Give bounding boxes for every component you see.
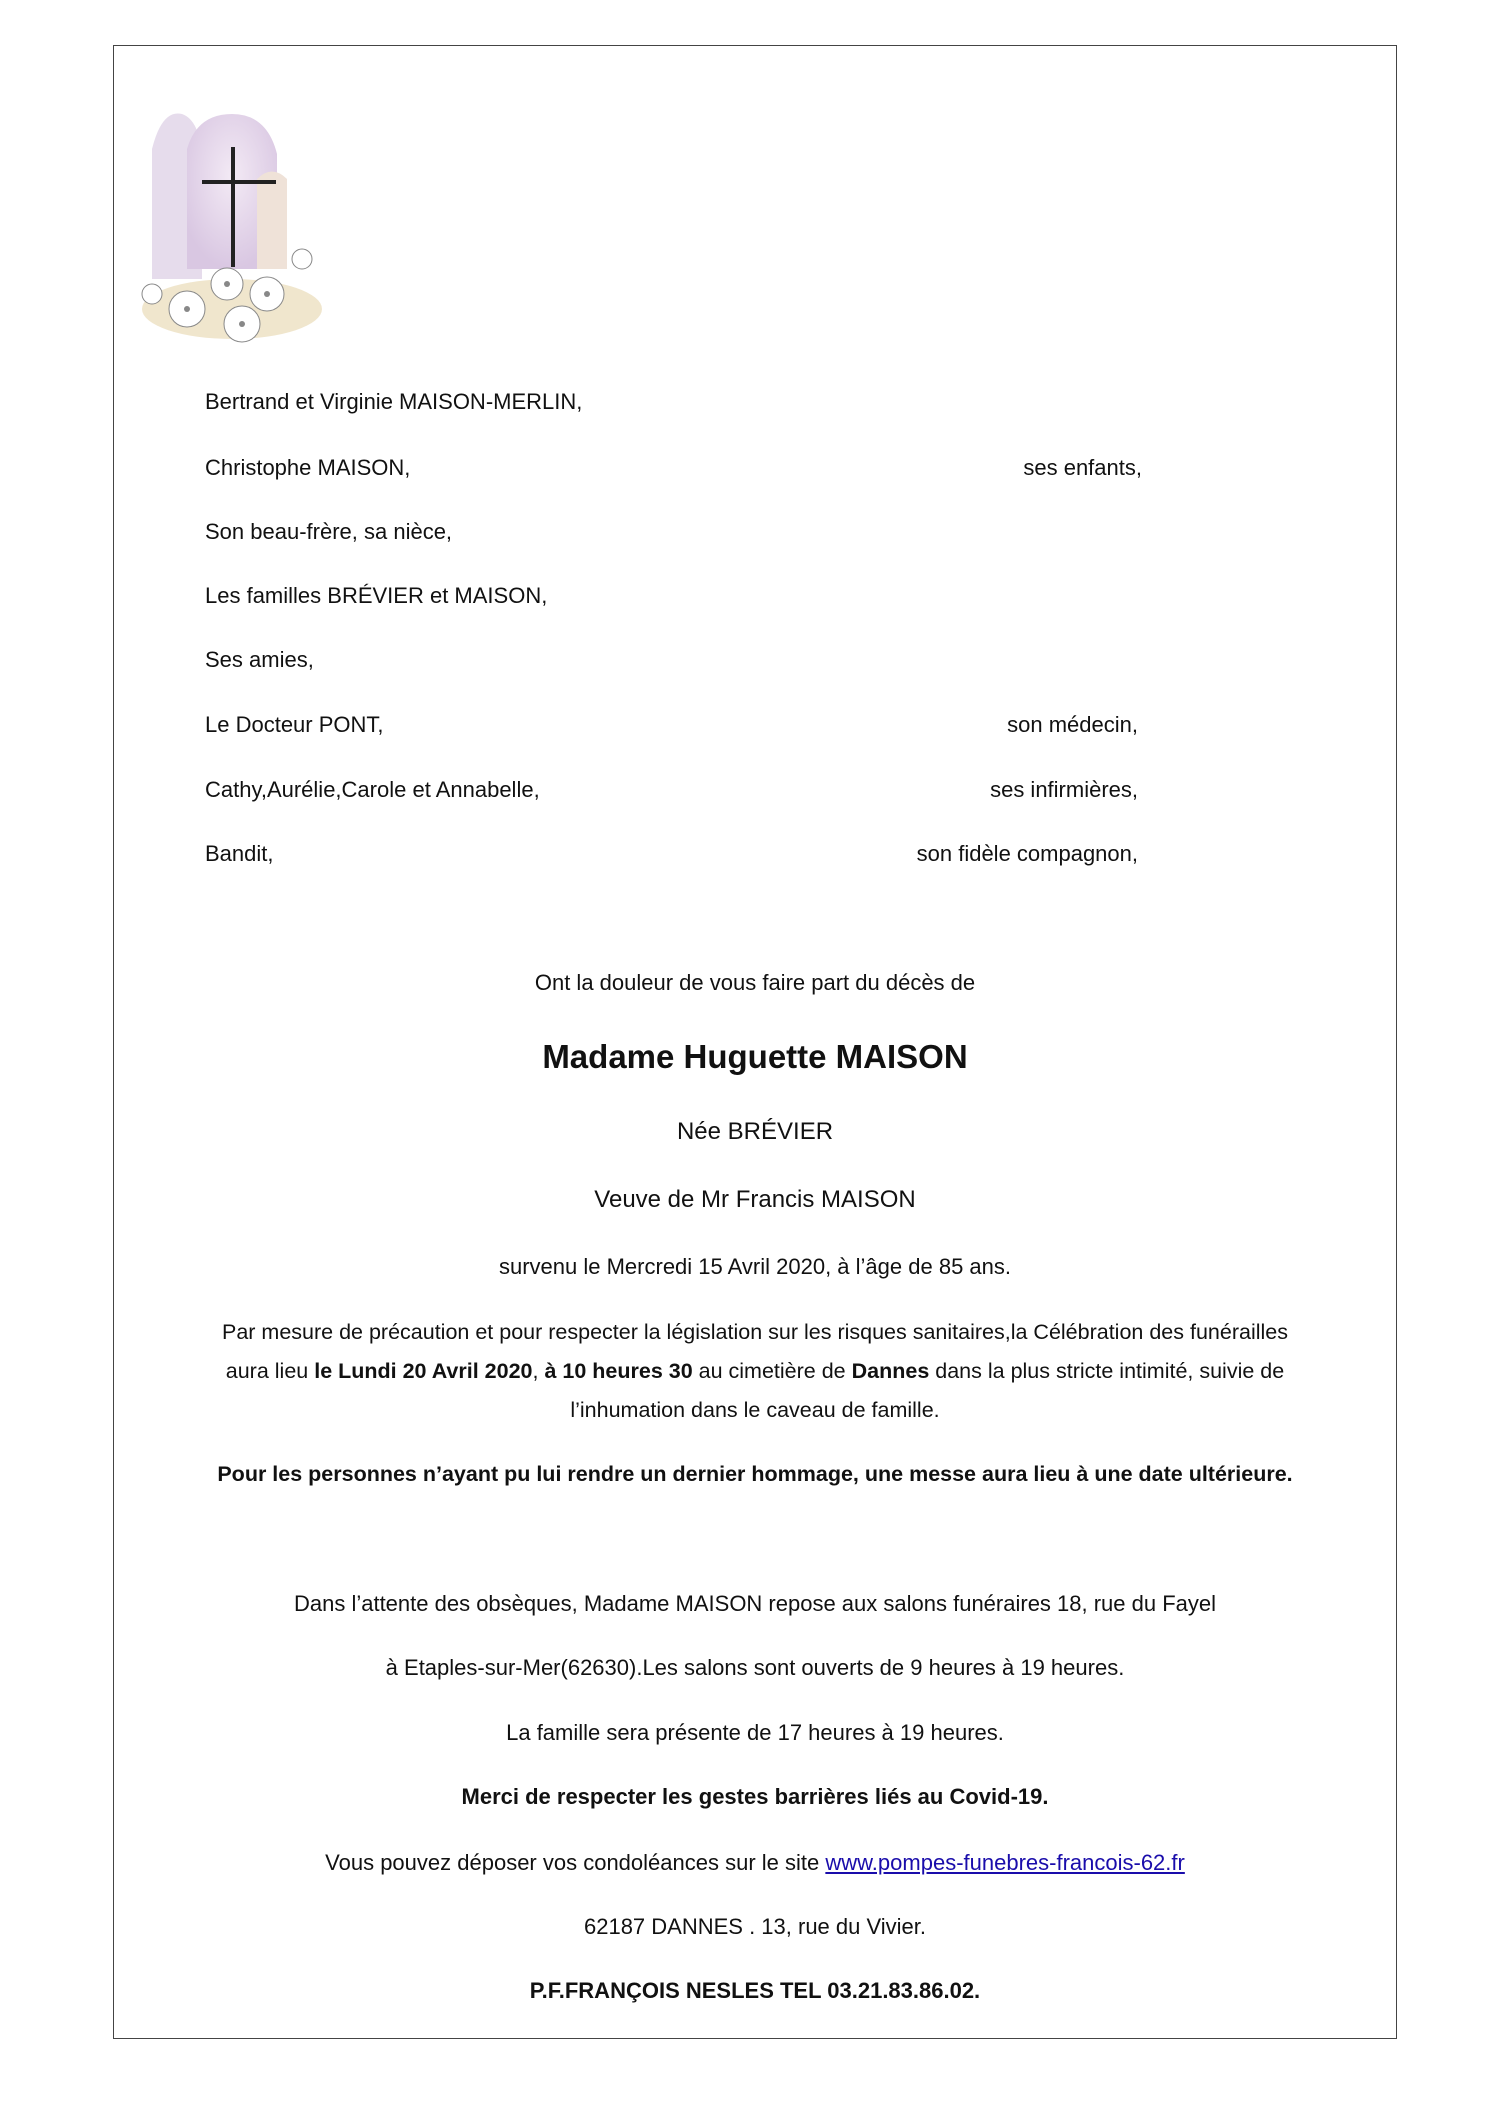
funeral-home-text: P.F.FRANÇOIS NESLES TEL 03.21.83.86.02. xyxy=(529,1978,981,2003)
etaples-text: à Etaples-sur-Mer(62630).Les salons sont ouverts de 9 heures à 19 heures. xyxy=(385,1655,1125,1680)
condolences-line xyxy=(113,1849,1397,1877)
family-name: Le Docteur PONT, xyxy=(205,712,384,737)
family-name: Cathy,Aurélie,Carole et Annabelle, xyxy=(205,777,540,802)
text: aura lieu xyxy=(225,1359,315,1383)
family-name: Ses amies, xyxy=(205,647,314,672)
hommage-text: Pour les personnes n’ayant pu lui rendre un dernier hommage, une messe aura lieu à une date ultérieure. xyxy=(217,1462,1293,1486)
ceremony-line: Par mesure de précaution et pour respecter la législation sur les risques sanitaires,la Célébration des funérailles xyxy=(221,1320,1288,1344)
family-role: son fidèle compagnon, xyxy=(916,841,1138,866)
text: , xyxy=(532,1359,545,1383)
condolences-link[interactable]: www.pompes-funebres-francois-62.fr xyxy=(825,1850,1185,1875)
ceremony-time: à 10 heures 30 xyxy=(544,1359,693,1383)
ceremony-place: Dannes xyxy=(851,1359,930,1383)
text: dans la plus stricte intimité, suivie de xyxy=(929,1359,1285,1383)
condolences-text: Vous pouvez déposer vos condoléances sur le site xyxy=(325,1850,826,1875)
death-date: survenu le Mercredi 15 Avril 2020, à l’âge de 85 ans. xyxy=(498,1254,1011,1279)
family-role: ses enfants, xyxy=(1023,455,1142,480)
announce-text: Ont la douleur de vous faire part du décès de xyxy=(534,970,976,995)
ceremony-line xyxy=(113,1357,1397,1385)
family-name: Christophe MAISON, xyxy=(205,455,411,480)
maiden-name: Née BRÉVIER xyxy=(676,1118,834,1145)
deceased-name: Madame Huguette MAISON xyxy=(542,1038,968,1075)
family-role: ses infirmières, xyxy=(990,777,1138,802)
ceremony-date: le Lundi 20 Avril 2020 xyxy=(314,1359,533,1383)
address-text: 62187 DANNES . 13, rue du Vivier. xyxy=(583,1914,926,1939)
famille-text: La famille sera présente de 17 heures à 19 heures. xyxy=(506,1720,1004,1745)
family-name: Son beau-frère, sa nièce, xyxy=(205,519,453,544)
family-name: Bandit, xyxy=(205,841,274,866)
family-name: Bertrand et Virginie MAISON-MERLIN, xyxy=(205,389,583,414)
cross-with-flowers-image xyxy=(127,109,338,355)
repose-text: Dans l’attente des obsèques, Madame MAISON repose aux salons funéraires 18, rue du Fayel xyxy=(293,1591,1217,1616)
widow-of: Veuve de Mr Francis MAISON xyxy=(594,1186,916,1213)
text: au cimetière de xyxy=(692,1359,852,1383)
family-name: Les familles BRÉVIER et MAISON, xyxy=(205,583,548,608)
family-role: son médecin, xyxy=(1007,712,1138,737)
covid-text: Merci de respecter les gestes barrières liés au Covid-19. xyxy=(461,1784,1049,1809)
ceremony-line: l’inhumation dans le caveau de famille. xyxy=(570,1398,940,1422)
